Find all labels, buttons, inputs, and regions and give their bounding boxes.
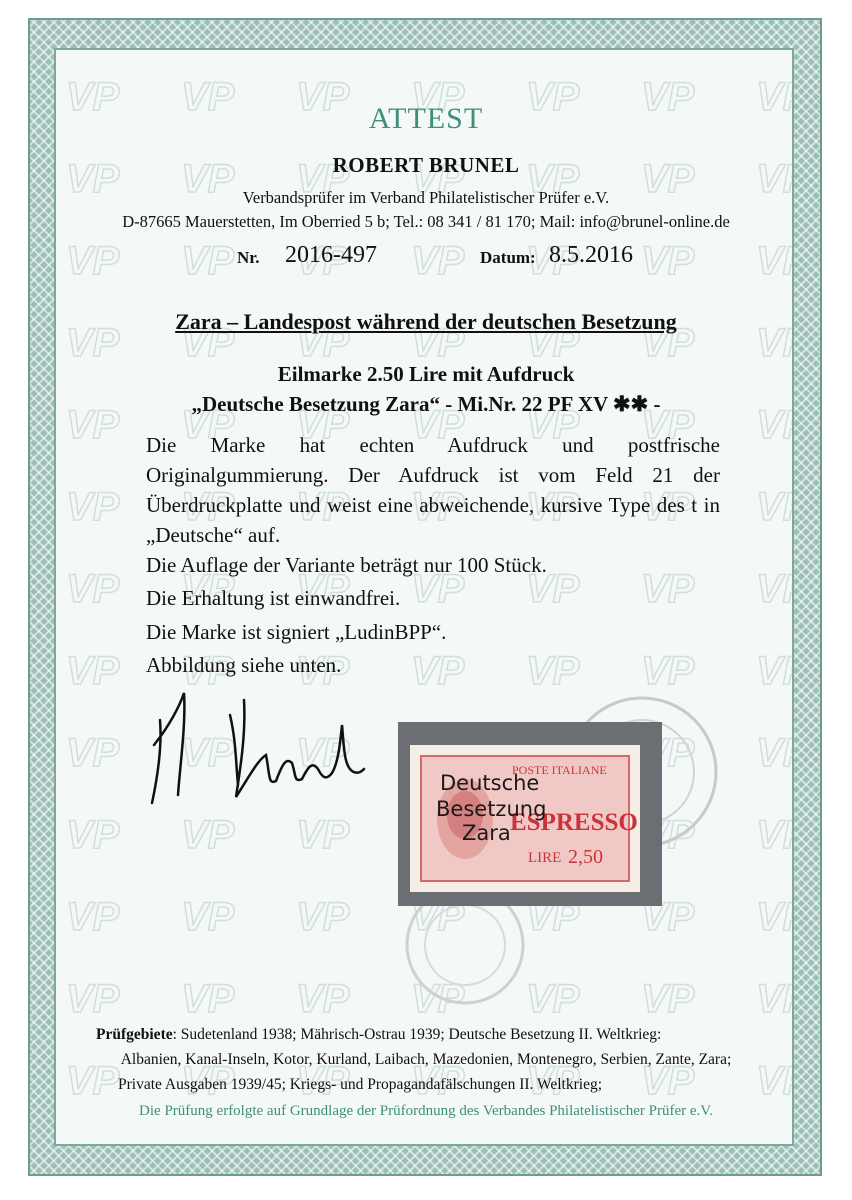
footer-line-2: Albanien, Kanal-Inseln, Kotor, Kurland, Laibach, Mazedonien, Montenegro, Serbien, Zante, Zara; [120,1051,732,1068]
body-paragraph: Die Marke hat echten Aufdruck und postfrische Originalgummierung. Der Aufdruck ist vom Feld 21 der Überdruckplatte und weist eine abweichende, kursive Type des t in „Deutsche“ auf. [146,433,720,547]
footer-line-3: Private Ausgaben 1939/45; Kriegs- und Propagandafälschungen II. Weltkrieg; [118,1076,603,1093]
stamp-design [420,755,638,882]
stamp-lire: LIRE [528,850,562,866]
footer-note: Die Prüfung erfolgte auf Grundlage der Prüfordnung des Verbandes Philatelistischer Prüfer e.V. [139,1103,713,1119]
certificate-number-label: Nr. [237,248,260,267]
handwritten-signature [140,685,370,810]
overprint-line-2: Besetzung [436,797,547,821]
overprint-line-3: Zara [462,821,511,845]
footer-label: Prüfgebiete [96,1026,173,1043]
overprint-line-1: Deutsche [440,771,540,795]
examiner-association: Verbandsprüfer im Verband Philatelistischer Prüfer e.V. [242,188,610,207]
footer-line-1-text: : Sudetenland 1938; Mährisch-Ostrau 1939; Deutsche Besetzung II. Weltkrieg: [172,1026,662,1043]
examiner-name: ROBERT BRUNEL [332,153,520,177]
body-line-condition: Die Erhaltung ist einwandfrei. [146,586,401,610]
postage-stamp-image [410,745,640,892]
stamp-face-value: 2,50 [568,846,603,868]
stamp-espresso: ESPRESSO [510,809,638,836]
certificate-number: 2016-497 [285,242,377,268]
certificate-date: 8.5.2016 [549,242,633,268]
body-line-edition: Die Auflage der Variante beträgt nur 100 Stück. [146,553,547,577]
footer-line-1 [96,1026,661,1044]
stamp-poste-italiane: POSTE ITALIANE [512,763,607,777]
certificate-title: ATTEST [368,102,484,135]
subject-line-1: Eilmarke 2.50 Lire mit Aufdruck [277,362,575,386]
body-line-illustration: Abbildung siehe unten. [146,653,342,677]
body-line-signed: Die Marke ist signiert „LudinBPP“. [146,620,447,644]
examiner-address: D-87665 Mauerstetten, Im Oberried 5 b; Tel.: 08 341 / 81 170; Mail: info@brunel-online.de [122,212,730,231]
date-label: Datum: [480,248,536,267]
subject-heading: Zara – Landespost während der deutschen Besetzung [175,309,677,334]
subject-line-2: „Deutsche Besetzung Zara“ - Mi.Nr. 22 PF XV ✱✱ - [191,392,661,416]
